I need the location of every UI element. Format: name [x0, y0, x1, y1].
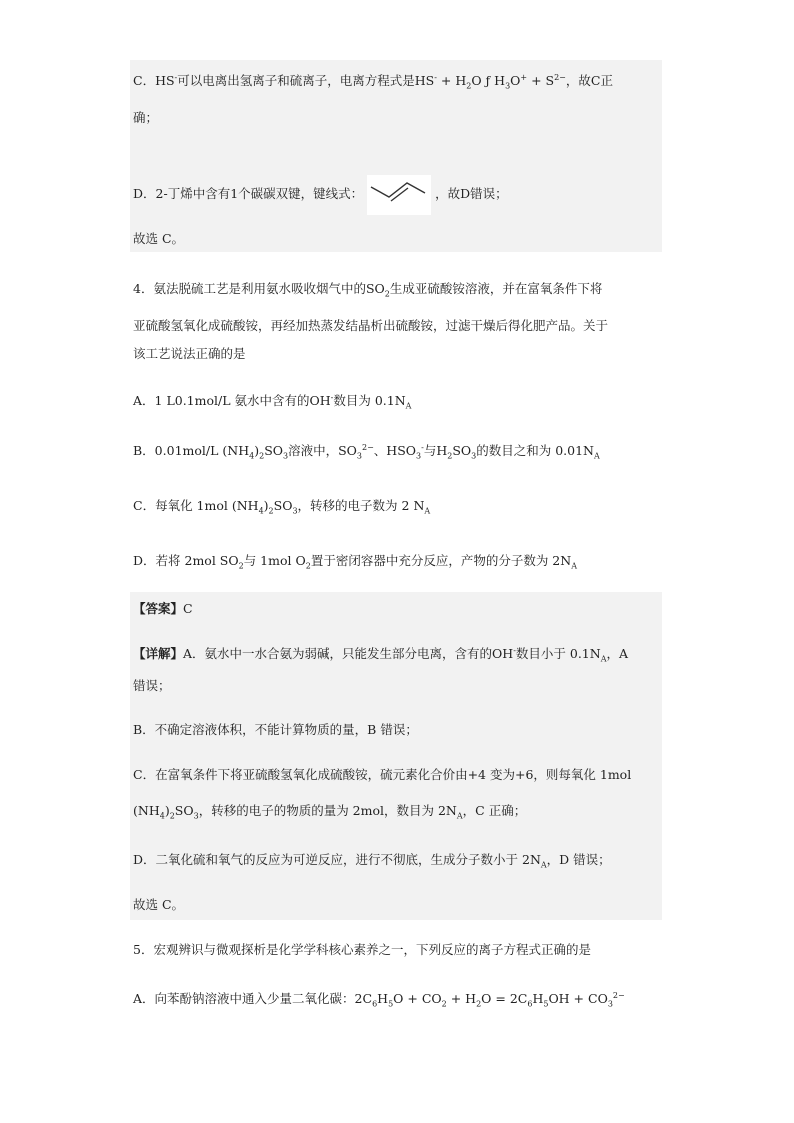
q4-answer: 【答案】C	[133, 601, 193, 616]
prev-option-c-line2: 确；	[133, 110, 159, 125]
q4-conclusion: 故选 C。	[133, 897, 185, 912]
q4-option-a: A．1 L0.1mol/L 氨水中含有的OH-数目为 $0.1N_A$	[133, 392, 412, 411]
q4-stem-line3: 该工艺说法正确的是	[133, 346, 246, 361]
prev-conclusion: 故选 C。	[133, 231, 185, 246]
q4-detail-c-line1: C．在富氧条件下将亚硫酸氢氧化成硫酸铵，硫元素化合价由+4 变为+6，则每氧化 1mol	[133, 767, 632, 782]
prev-option-c-line1: C．HS-可以电离出氢离子和硫离子，电离方程式是$HS^- + H_2O$ ƒ $H_3O^+ + S^{2-}$，故C正	[133, 72, 613, 91]
q4-detail-c-line2: $(NH_4)_2SO_3$，转移的电子的物质的量为 2mol，数目为 $2N_A$，C 正确；	[133, 803, 527, 821]
q4-detail-a-line1: 【详解】A．氨水中一水合氨为弱碱，只能发生部分电离，含有的OH-数目小于 $0.1N_A$，A	[133, 645, 629, 664]
q4-detail-b: B．不确定溶液体积，不能计算物质的量，B 错误；	[133, 722, 418, 737]
prev-option-d: D．2-丁烯中含有1个碳碳双键，键线式： ，故D错误；	[133, 174, 508, 215]
q4-option-b: B．0.01mol/L $(NH_4)_2SO_3$溶液中，$SO_3^{2-}$、$HSO_3^-$与$H_2SO_3$的数目之和为 $0.01N_A$	[133, 442, 600, 461]
q4-detail-a-line2: 错误；	[133, 678, 171, 693]
q4-option-d: D．若将 2mol $SO_2$与 1mol $O_2$置于密闭容器中充分反应，产物的分子数为 $2N_A$	[133, 553, 577, 571]
q4-stem-line1: 4．氨法脱硫工艺是利用氨水吸收烟气中的$SO_2$生成亚硫酸铵溶液，并在富氧条件下将	[133, 281, 603, 299]
q4-detail-d: D．二氧化硫和氧气的反应为可逆反应，进行不彻底，生成分子数小于 $2N_A$，D 错误；	[133, 852, 611, 870]
2-butene-skeletal-formula	[367, 175, 431, 215]
q4-stem-line2: 亚硫酸氢氧化成硫酸铵，再经加热蒸发结晶析出硫酸铵，过滤干燥后得化肥产品。关于	[133, 318, 609, 333]
q4-option-c: C．每氧化 1mol $(NH_4)_2SO_3$，转移的电子数为 2 $N_A$	[133, 498, 431, 516]
q5-option-a: A．向苯酚钠溶液中通入少量二氧化碳：$2C_6H_5O + CO_2 + H_2O = 2C_6H_5OH + CO_3^{2-}$	[133, 990, 625, 1009]
solution-shade-q4	[130, 592, 662, 920]
q5-stem: 5．宏观辨识与微观探析是化学学科核心素养之一，下列反应的离子方程式正确的是	[133, 942, 591, 957]
